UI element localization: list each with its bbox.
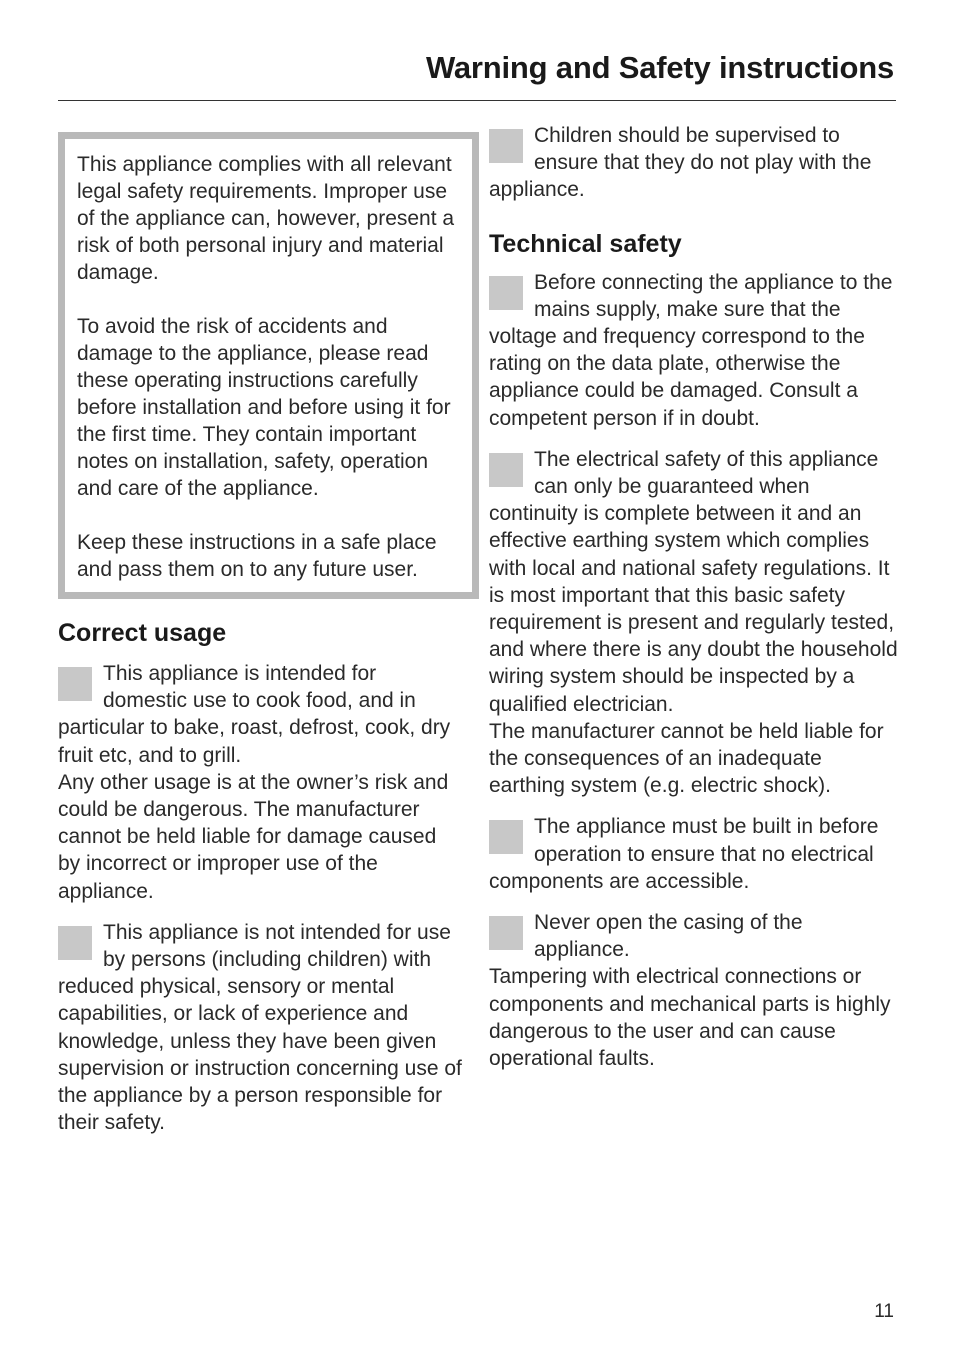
- warning-extra-text: The manufacturer cannot be held liable for the consequences of an inadequate earthing system (e.g. electric shock).: [489, 719, 884, 798]
- warning-extra-text: Tampering with electrical connections or components and mechanical parts is highly dangerous to the user and can cause operational faults.: [489, 965, 891, 1071]
- right-column: [489, 122, 899, 1086]
- warning-item: [58, 660, 464, 905]
- technical-safety-heading: Technical safety: [489, 229, 682, 258]
- warning-extra-text: Any other usage is at the owner’s risk and could be dangerous. The manufacturer cannot be held liable for damage caused by incorrect or improper use of the appliance.: [58, 770, 449, 903]
- warning-text: Before connecting the appliance to the mains supply, make sure that the voltage and frequency correspond to the rating on the data plate, otherwise the appliance could be damaged. Consult a competent person if in doubt.: [489, 270, 893, 430]
- title-divider: [58, 100, 896, 101]
- warning-item: [489, 269, 899, 432]
- bullet-square-icon: [489, 276, 523, 310]
- notice-paragraph: To avoid the risk of accidents and damage to the appliance, please read these operating instructions carefully before installation and before using it for the first time. They contain important notes on installation, safety, operation and care of the appliance.: [77, 315, 451, 500]
- warning-text: This appliance is intended for domestic use to cook food, and in particular to bake, roast, defrost, cook, dry fruit etc, and to grill.: [58, 662, 451, 767]
- left-column: [58, 132, 464, 1150]
- warning-item: [489, 122, 899, 204]
- warning-text: The appliance must be built in before operation to ensure that no electrical components are accessible.: [489, 815, 879, 893]
- warning-text: Never open the casing of the appliance.: [534, 911, 803, 962]
- bullet-square-icon: [58, 667, 92, 701]
- page-title: Warning and Safety instructions: [425, 50, 894, 85]
- bullet-square-icon: [489, 820, 523, 854]
- warning-item: [489, 813, 899, 895]
- warning-item: [489, 446, 899, 800]
- page-number: 11: [874, 1301, 894, 1322]
- warning-text: Children should be supervised to ensure that they do not play with the appliance.: [489, 124, 872, 202]
- safety-notice-box: [58, 132, 479, 599]
- warning-item: [58, 919, 464, 1137]
- bullet-square-icon: [58, 926, 92, 960]
- warning-item: [489, 909, 899, 1072]
- correct-usage-heading: Correct usage: [58, 619, 227, 647]
- notice-paragraph: Keep these instructions in a safe place and pass them on to any future user.: [77, 531, 437, 581]
- bullet-square-icon: [489, 916, 523, 950]
- warning-text: The electrical safety of this appliance can only be guaranteed when continuity is complete between it and an effective earthing system which complies with local and national safety regulations. It is most important that this basic safety requirement is present and regularly tested, and where there is any doubt the household wiring system should be inspected by a qualified electrician.: [489, 447, 898, 716]
- notice-paragraph: This appliance complies with all relevant legal safety requirements. Improper use of the appliance can, however, present a risk of both personal injury and material damage.: [77, 153, 455, 284]
- bullet-square-icon: [489, 129, 523, 163]
- bullet-square-icon: [489, 453, 523, 487]
- warning-text: This appliance is not intended for use by persons (including children) with reduced physical, sensory or mental capabilities, or lack of experience and knowledge, unless they have been given supervision or instruction concerning use of the appliance by a person responsible for their safety.: [58, 920, 462, 1135]
